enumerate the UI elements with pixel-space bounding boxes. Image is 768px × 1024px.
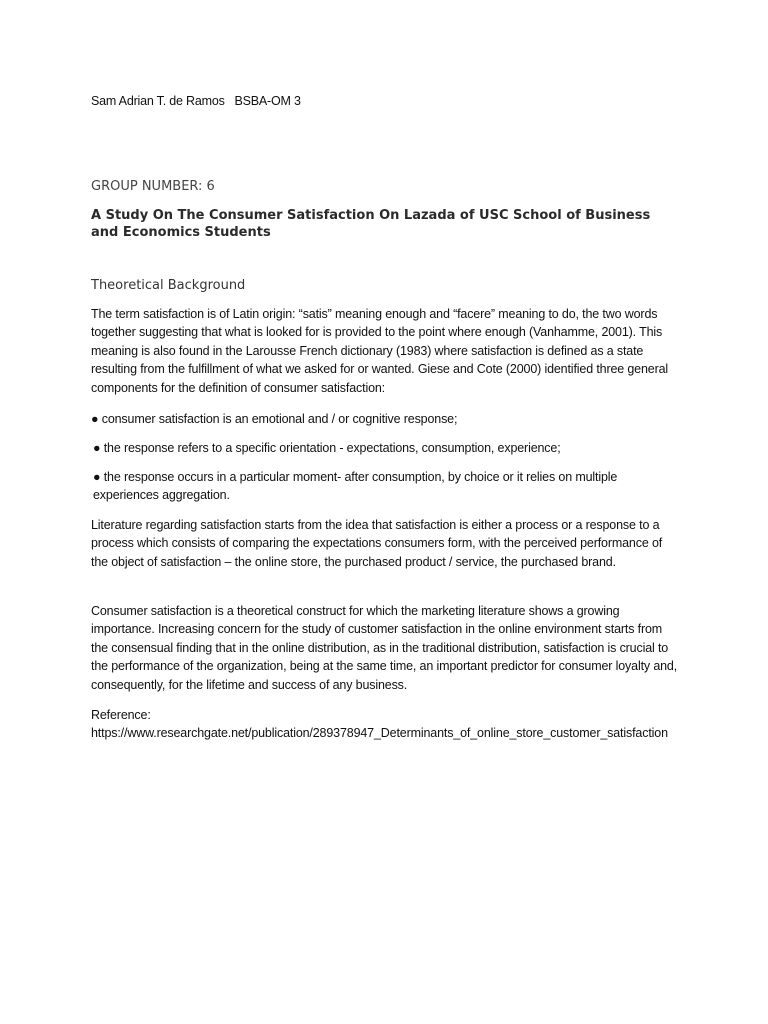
paragraph-definition: The term satisfaction is of Latin origin: “satis” meaning enough and “facere” meaning to do, the two words together suggesting that what is looked for is provided to the point where enough (Vanhamme, 2001). This meaning is also found in the Larousse French dictionary (1983) where satisfaction is defined as a state resulting from the fulfillment of what we asked for or wanted. Giese and Cote (2000) identified three general components for the definition of consumer satisfaction: bbox=[91, 307, 669, 395]
reference-url: https://www.researchgate.net/publication/289378947_Determinants_of_online_store_customer_satisfaction bbox=[91, 726, 668, 741]
reference-label: Reference: bbox=[91, 708, 151, 722]
group-number: GROUP NUMBER: 6 bbox=[91, 179, 215, 194]
bullet-item: ● the response occurs in a particular moment- after consumption, by choice or it relies on multiple experiences aggregation. bbox=[93, 470, 618, 503]
reference-block bbox=[91, 706, 681, 743]
document-title: A Study On The Consumer Satisfaction On Lazada of USC School of Business and Economics Students bbox=[91, 208, 651, 240]
section-heading: Theoretical Background bbox=[91, 278, 246, 293]
paragraph-literature: Literature regarding satisfaction starts from the idea that satisfaction is either a process or a response to a process which consists of comparing the expectations consumers form, with the perceived performance of the object of satisfaction – the online store, the purchased product / service, the purchased brand. bbox=[91, 518, 663, 569]
paragraph-consumer-satisfaction: Consumer satisfaction is a theoretical construct for which the marketing literature shows a growing importance. Increasing concern for the study of customer satisfaction in the online environment starts from the consensual finding that in the online distribution, as in the traditional distribution, satisfaction is crucial to the performance of the organization, being at the same time, an important predictor for consumer loyalty and, consequently, for the lifetime and success of any business. bbox=[91, 604, 678, 692]
bullet-item: ● the response refers to a specific orientation - expectations, consumption, experience; bbox=[93, 441, 561, 455]
author-line: Sam Adrian T. de Ramos BSBA-OM 3 bbox=[91, 94, 301, 108]
bullet-item: ● consumer satisfaction is an emotional and / or cognitive response; bbox=[91, 412, 458, 426]
